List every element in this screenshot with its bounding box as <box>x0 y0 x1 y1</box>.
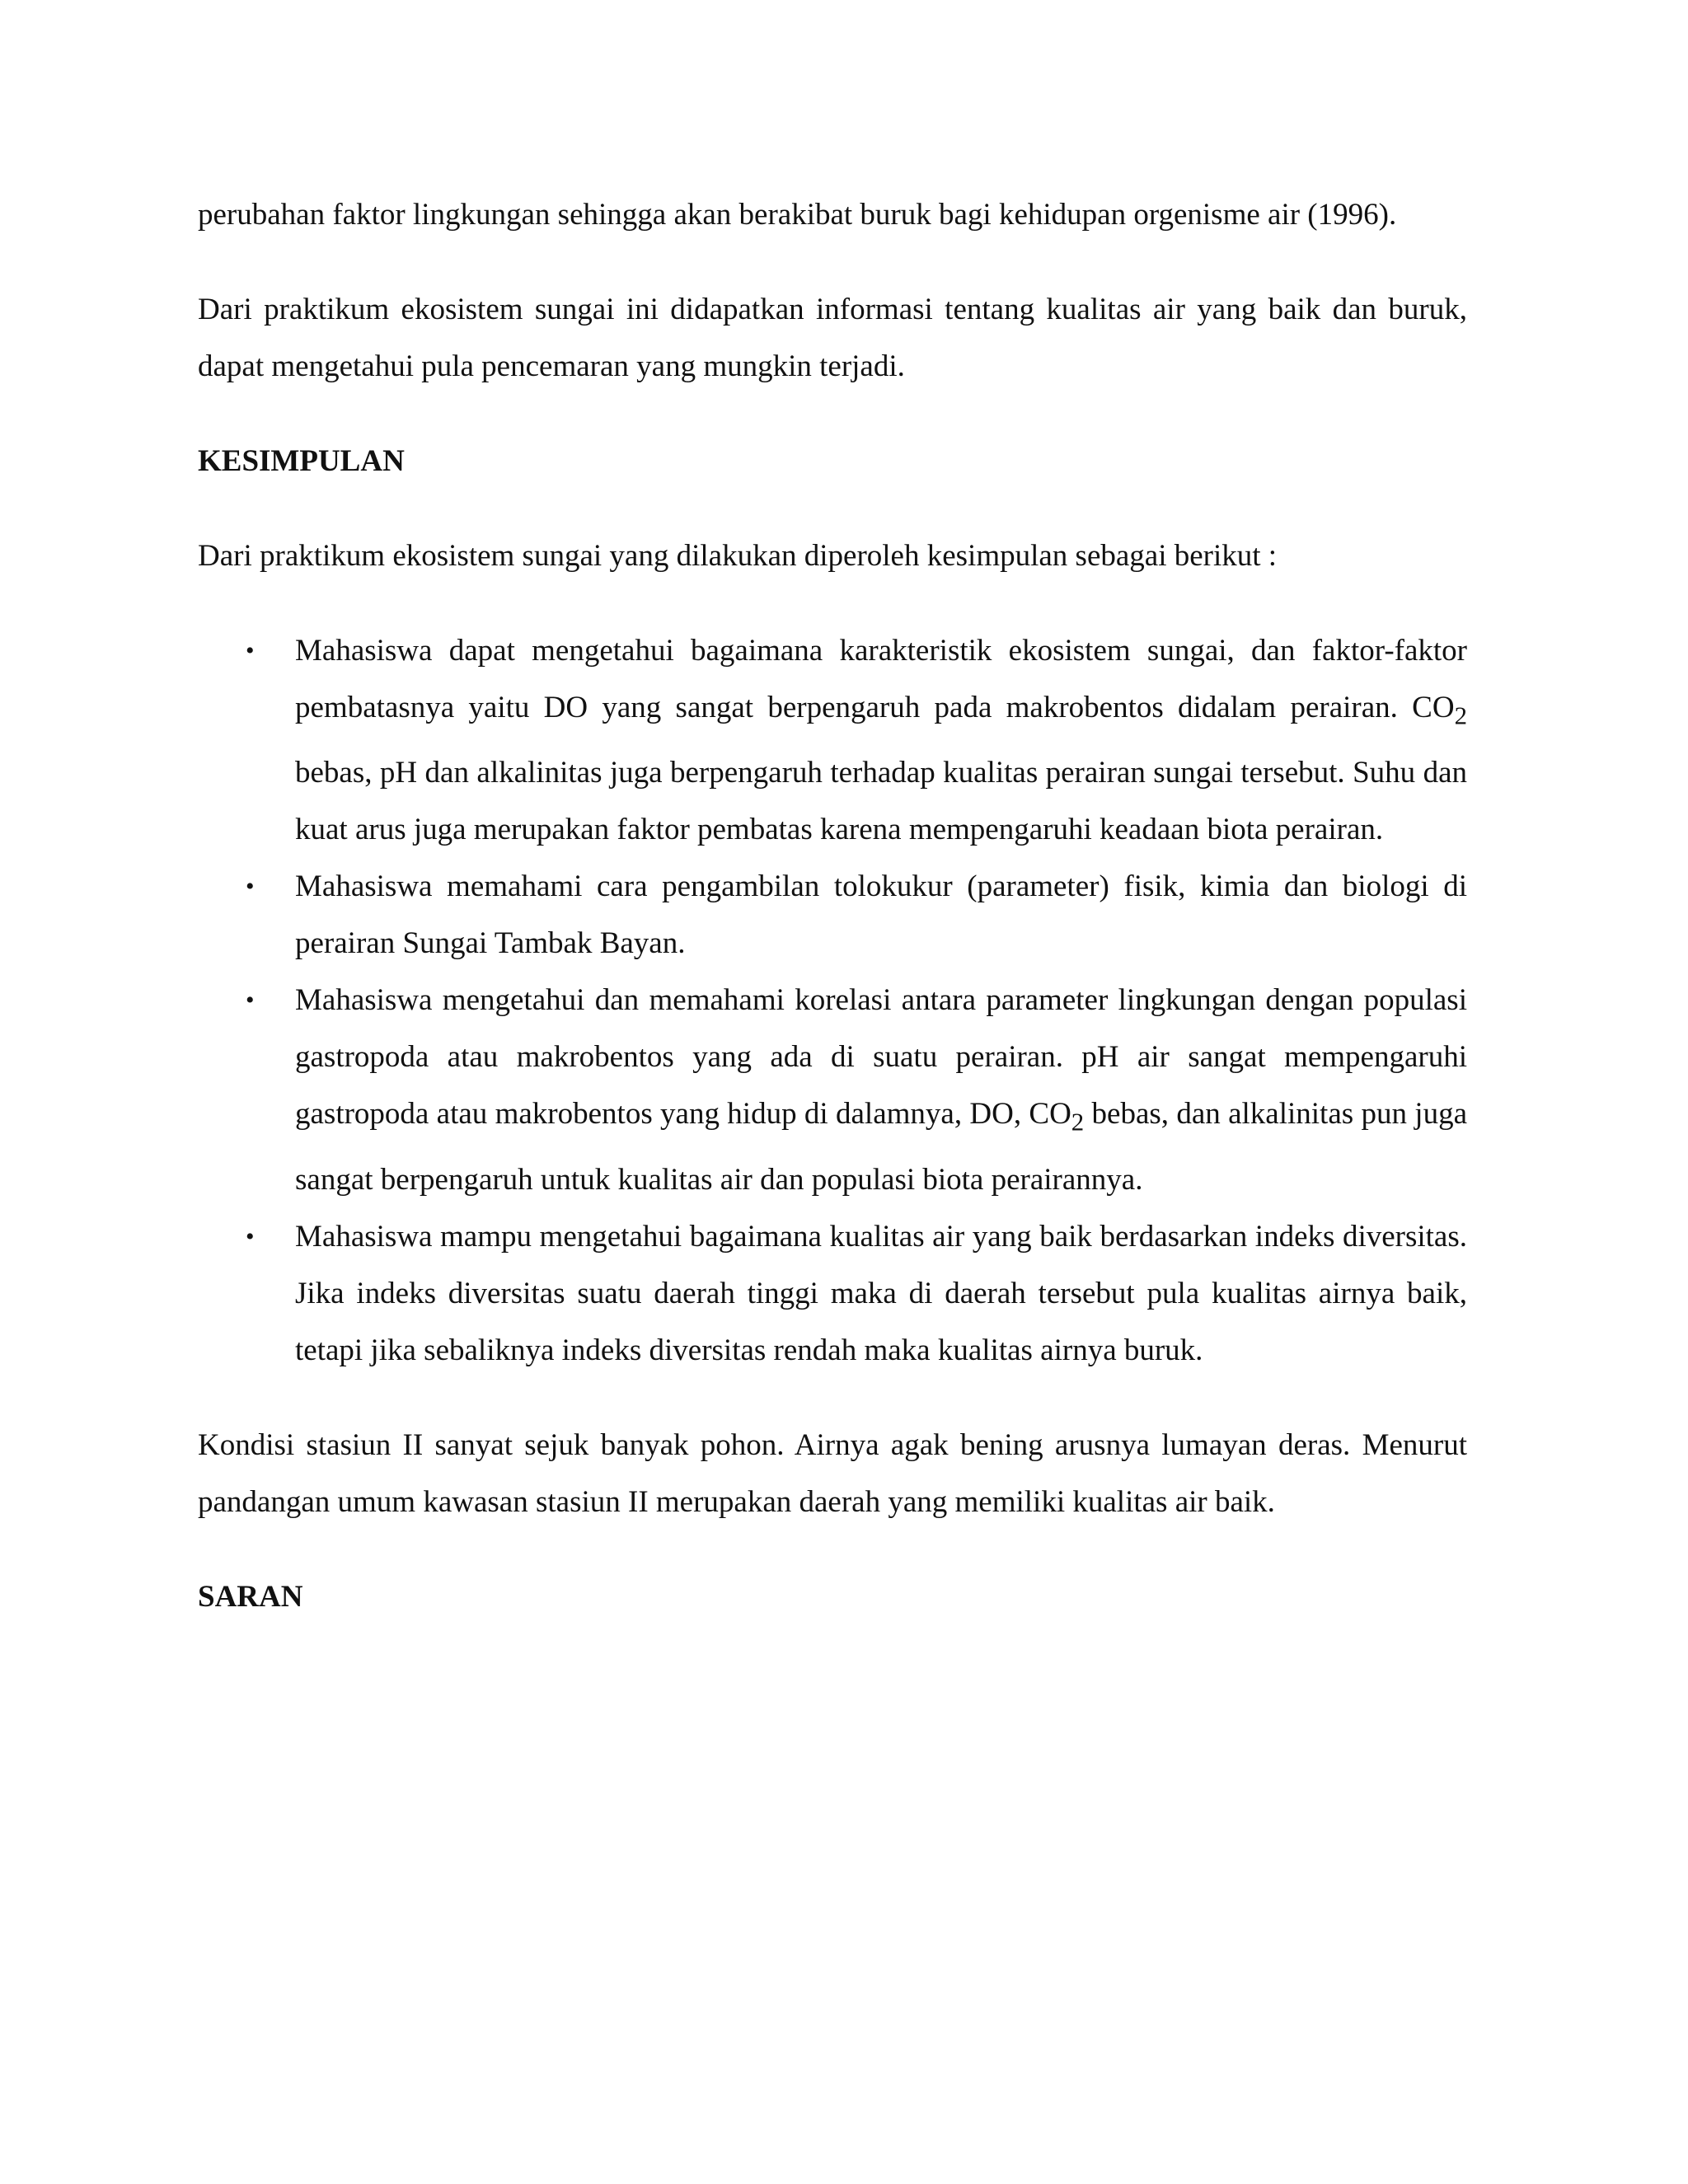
list-item <box>198 858 1467 972</box>
list-item <box>198 1208 1467 1379</box>
list-item-text: Mahasiswa dapat mengetahui bagaimana karakteristik ekosistem sungai, dan faktor-faktor pembatasnya yaitu DO yang sangat berpengaruh pada makrobentos didalam perairan. CO <box>295 634 1467 724</box>
paragraph-station-condition: Kondisi stasiun II sanyat sejuk banyak pohon. Airnya agak bening arusnya lumayan deras. Menurut pandangan umum kawasan stasiun II merupakan daerah yang memiliki kualitas air baik. <box>198 1427 1467 1519</box>
heading-kesimpulan: KESIMPULAN <box>198 444 405 478</box>
paragraph-discussion: Dari praktikum ekosistem sungai ini didapatkan informasi tentang kualitas air yang baik dan buruk, dapat mengetahui pula pencemaran yang mungkin terjadi. <box>198 293 1467 383</box>
list-item-text: bebas, dan alkalinitas pun juga sangat berpengaruh untuk kualitas air dan populasi biota perairannya. <box>295 1097 1467 1197</box>
bullet-icon: • <box>246 1222 255 1250</box>
list-item <box>198 622 1467 858</box>
bullet-icon: • <box>246 987 255 1015</box>
list-item-text: Mahasiswa memahami cara pengambilan tolokukur (parameter) fisik, kimia dan biologi di perairan Sungai Tambak Bayan. <box>295 869 1467 961</box>
list-item-text: bebas, pH dan alkalinitas juga berpengaruh terhadap kualitas perairan sungai tersebut. Suhu dan kuat arus juga merupakan faktor pembatas karena mempengaruhi keadaan biota perairan. <box>295 756 1467 847</box>
heading-saran: SARAN <box>198 1579 303 1614</box>
kesimpulan-list <box>198 622 1467 1379</box>
bullet-icon: • <box>246 873 255 901</box>
subscript: 2 <box>1071 1108 1085 1137</box>
list-item-text: Mahasiswa mengetahui dan memahami korelasi antara parameter lingkungan dengan populasi gastropoda atau makrobentos yang ada di suatu perairan. pH air sangat mempengaruhi gastropoda atau makrobentos yang hidup di dalamnya, DO, CO <box>295 983 1467 1132</box>
page-content <box>198 186 1467 1663</box>
paragraph-continuation: perubahan faktor lingkungan sehingga akan berakibat buruk bagi kehidupan orgenisme air (1996). <box>198 198 1397 232</box>
bullet-icon: • <box>246 637 255 664</box>
subscript: 2 <box>1454 701 1467 730</box>
kesimpulan-intro: Dari praktikum ekosistem sungai yang dilakukan diperoleh kesimpulan sebagai berikut : <box>198 539 1278 573</box>
list-item-text: Mahasiswa mampu mengetahui bagaimana kualitas air yang baik berdasarkan indeks diversitas. Jika indeks diversitas suatu daerah tinggi maka di daerah tersebut pula kualitas airnya baik, tetapi jika sebaliknya indeks diversitas rendah maka kualitas airnya buruk. <box>295 1219 1467 1367</box>
list-item <box>198 972 1467 1207</box>
